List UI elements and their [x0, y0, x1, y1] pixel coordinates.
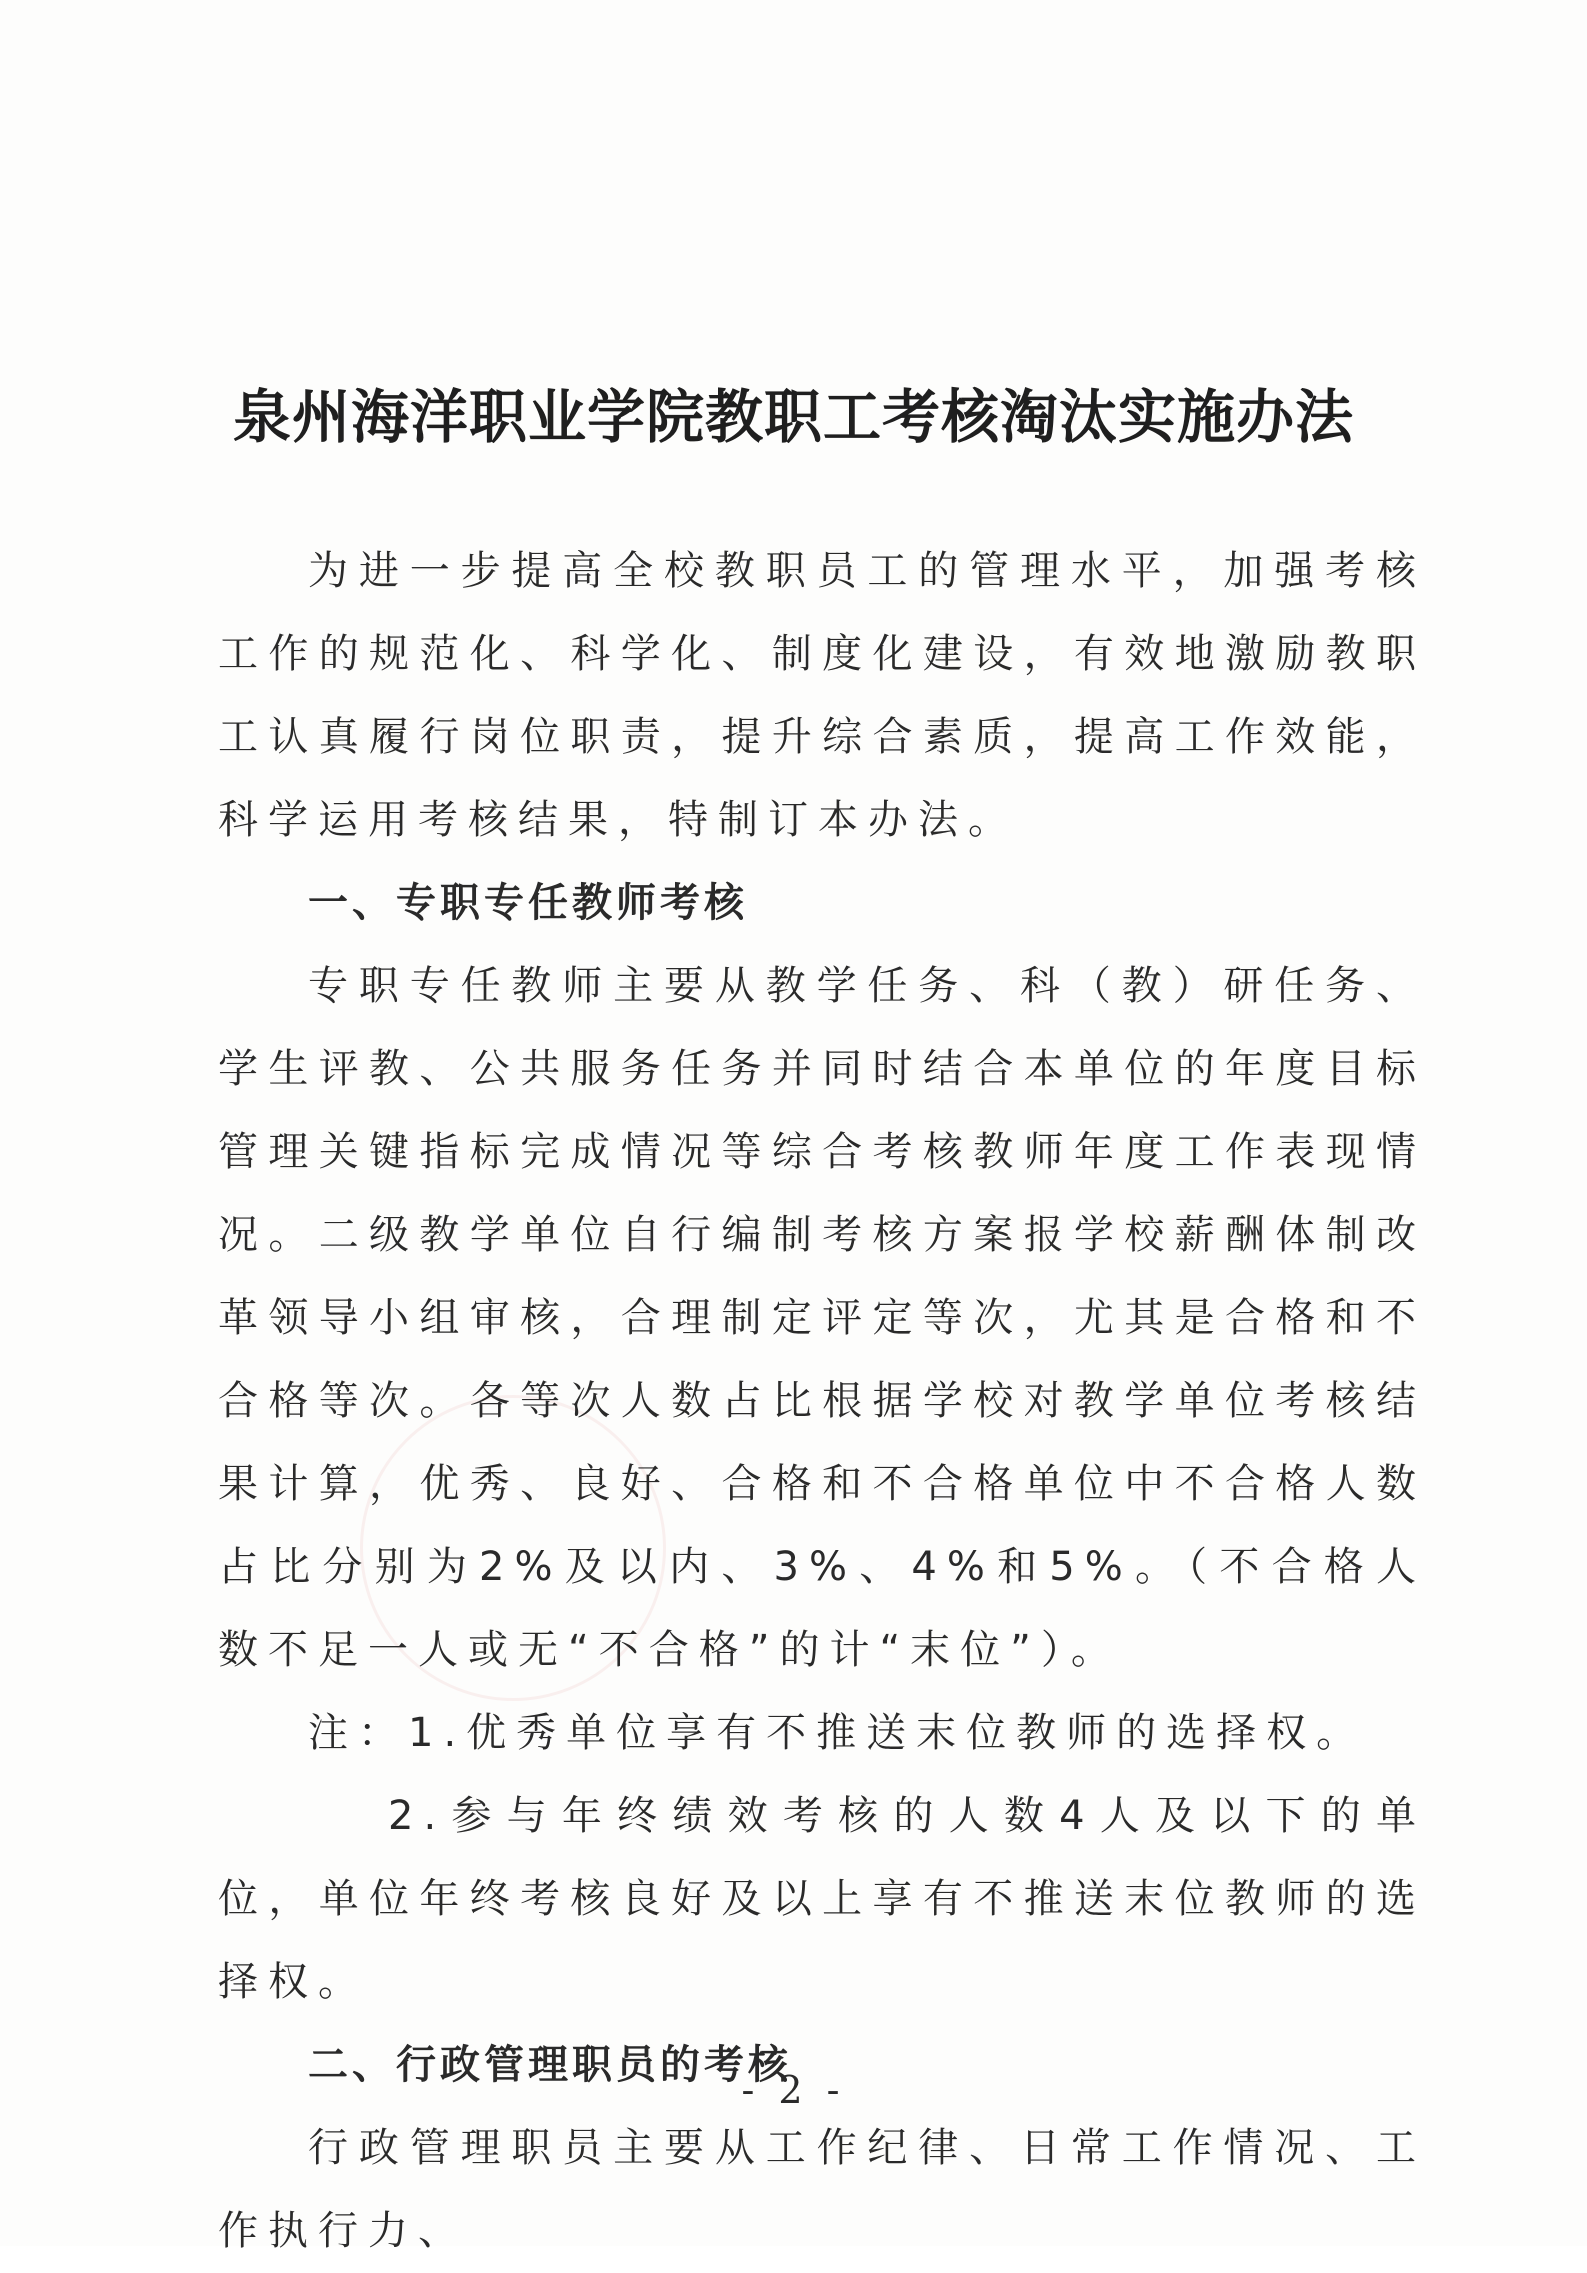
teachers-assessment-paragraph: 专职专任教师主要从教学任务、科（教）研任务、学生评教、公共服务任务并同时结合本单位的年度目标管理关键指标完成情况等综合考核教师年度工作表现情况。二级教学单位自行编制考核方案报学校薪酬体制改革领导小组审核，合理制定评定等次，尤其是合格和不合格等次。各等次人数占比根据学校对教学单位考核结果计算，优秀、良好、合格和不合格单位中不合格人数占比分别为2%及以内、3%、4%和5%。（不合格人数不足一人或无“不合格”的计“末位”）。 — [218, 963, 1426, 1673]
admin-staff-paragraph: 行政管理职员主要从工作纪律、日常工作情况、工作执行力、 — [218, 2125, 1426, 2254]
page-number: - 2 - — [741, 2068, 846, 2112]
document-title: 泉州海洋职业学院教职工考核淘汰实施办法 — [232, 383, 1354, 451]
note-1: 注：1.优秀单位享有不推送末位教师的选择权。 — [308, 1710, 1367, 1756]
intro-paragraph: 为进一步提高全校教职员工的管理水平，加强考核工作的规范化、科学化、制度化建设，有效地激励教职工认真履行岗位职责，提升综合素质，提高工作效能，科学运用考核结果，特制订本办法。 — [218, 548, 1426, 843]
section-heading-admin-staff: 二、行政管理职员的考核 — [308, 2042, 792, 2088]
section-heading-teachers: 一、专职专任教师考核 — [308, 880, 748, 926]
note-2: 2.参与年终绩效考核的人数4人及以下的单位，单位年终考核良好及以上享有不推送末位教师的选择权。 — [218, 1793, 1426, 2005]
document-body — [218, 530, 1426, 2273]
